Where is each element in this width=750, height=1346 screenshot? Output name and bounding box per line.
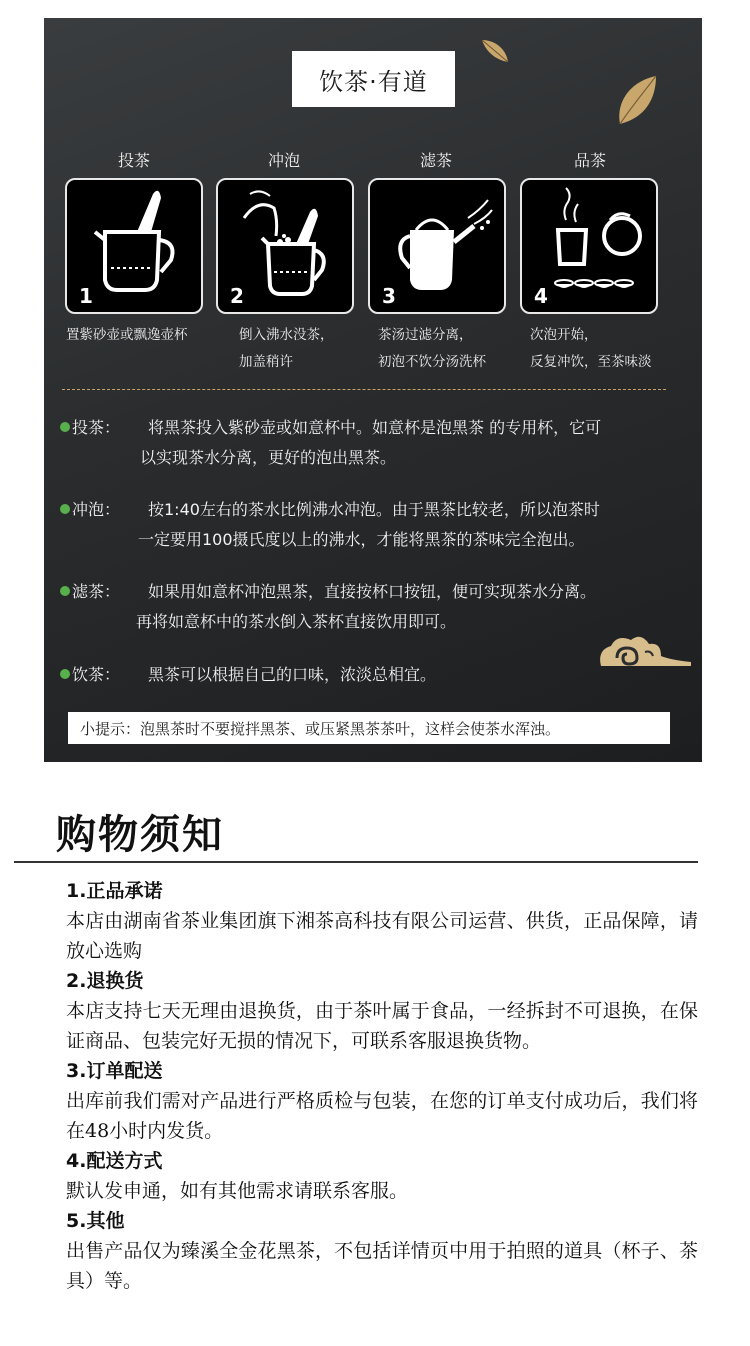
- paragraph-line: 将黑茶投入紫砂壶或如意杯中。如意杯是泡黑茶 的专用杯，它可: [148, 418, 602, 437]
- notice-section: [66, 876, 698, 966]
- notice-section: [66, 1146, 698, 1206]
- guide-title-box: [292, 51, 455, 107]
- notice-section-head: 2.退换货: [66, 970, 144, 992]
- notice-section-body: 本店由湖南省茶业集团旗下湘茶高科技有限公司运营、供货，正品保障，请放心选购: [66, 910, 698, 962]
- step-1-desc-line: 置紫砂壶或飘逸壶杯: [66, 327, 188, 343]
- step-3-card: [368, 178, 506, 314]
- step-4-desc-line: 次泡开始，: [530, 327, 598, 343]
- tea-leaf-large-icon: [614, 74, 660, 126]
- step-1-label: 投茶: [117, 151, 150, 170]
- bullet-dot-icon: [60, 669, 70, 679]
- auspicious-cloud-icon: [595, 630, 695, 678]
- paragraph-head: 投茶：: [72, 418, 121, 437]
- notice-section-head: 1.正品承诺: [66, 880, 163, 902]
- step-1-card: [65, 178, 203, 314]
- step-1-description: [66, 322, 216, 349]
- step-1-number: 1: [79, 284, 93, 308]
- step-3-desc-line: 初泡不饮分汤洗杯: [378, 354, 486, 370]
- notice-section: [66, 1056, 698, 1146]
- step-4-desc-line: 反复冲饮，至茶味淡: [530, 354, 652, 370]
- paragraph-line: 如果用如意杯冲泡黑茶，直接按杯口按钮，便可实现茶水分离。: [148, 582, 597, 601]
- step-2-description: [239, 322, 389, 376]
- step-4-description: [530, 322, 680, 376]
- tea-guide-panel: [44, 18, 702, 762]
- bullet-dot-icon: [60, 504, 70, 514]
- notice-section: [66, 1206, 698, 1296]
- paragraph-head: 冲泡：: [72, 500, 121, 519]
- notice-section-body: 出售产品仅为臻溪全金花黑茶，不包括详情页中用于拍照的道具（杯子、茶具）等。: [66, 1240, 698, 1292]
- notice-section-body: 出库前我们需对产品进行严格质检与包装，在您的订单支付成功后，我们将在48小时内发货。: [66, 1090, 698, 1142]
- paragraph-head: 饮茶：: [72, 665, 121, 684]
- step-2-label: 冲泡: [267, 151, 300, 170]
- notice-section-body: 默认发申通，如有其他需求请联系客服。: [66, 1180, 409, 1202]
- guide-paragraph-3: [60, 577, 596, 637]
- notice-section: [66, 966, 698, 1056]
- notice-body: [66, 876, 698, 1296]
- tip-banner: [68, 712, 670, 744]
- guide-paragraph-4: [60, 660, 436, 690]
- step-4-card: [520, 178, 658, 314]
- step-4-number: 4: [534, 284, 548, 308]
- paragraph-head: 滤茶：: [72, 582, 121, 601]
- guide-title: 饮茶·有道: [319, 67, 428, 96]
- dashed-divider: [62, 389, 666, 390]
- bullet-dot-icon: [60, 586, 70, 596]
- tea-leaf-small-icon: [480, 38, 510, 64]
- guide-paragraph-2: [60, 495, 600, 555]
- paragraph-line: 以实现茶水分离，更好的泡出黑茶。: [140, 448, 397, 467]
- step-3-description: [378, 322, 528, 376]
- step-2-card: [216, 178, 354, 314]
- notice-section-head: 3.订单配送: [66, 1060, 163, 1082]
- step-4-label: 品茶: [573, 151, 606, 170]
- paragraph-line: 一定要用100摄氏度以上的沸水，才能将黑茶的茶味完全泡出。: [138, 530, 585, 549]
- tip-text: 小提示：泡黑茶时不要搅拌黑茶、或压紧黑茶茶叶，这样会使茶水浑浊。: [80, 719, 561, 738]
- paragraph-line: 再将如意杯中的茶水倒入茶杯直接饮用即可。: [136, 612, 457, 631]
- notice-title: 购物须知: [56, 812, 224, 858]
- notice-section-head: 5.其他: [66, 1210, 125, 1232]
- notice-section-body: 本店支持七天无理由退换货，由于茶叶属于食品，一经拆封不可退换，在保证商品、包装完好无损的情况下，可联系客服退换货物。: [66, 1000, 698, 1052]
- step-3-desc-line: 茶汤过滤分离，: [378, 327, 473, 343]
- paragraph-line: 黑茶可以根据自己的口味，浓淡总相宜。: [148, 665, 437, 684]
- paragraph-line: 按1:40左右的茶水比例沸水冲泡。由于黑茶比较老，所以泡茶时: [148, 500, 600, 519]
- notice-divider: [14, 861, 698, 863]
- step-2-desc-line: 倒入沸水没茶，: [239, 327, 334, 343]
- guide-paragraph-1: [60, 413, 601, 473]
- bullet-dot-icon: [60, 422, 70, 432]
- step-3-label: 滤茶: [419, 151, 452, 170]
- step-2-number: 2: [230, 284, 244, 308]
- notice-section-head: 4.配送方式: [66, 1150, 163, 1172]
- step-2-desc-line: 加盖稍许: [239, 354, 293, 370]
- step-3-number: 3: [382, 284, 396, 308]
